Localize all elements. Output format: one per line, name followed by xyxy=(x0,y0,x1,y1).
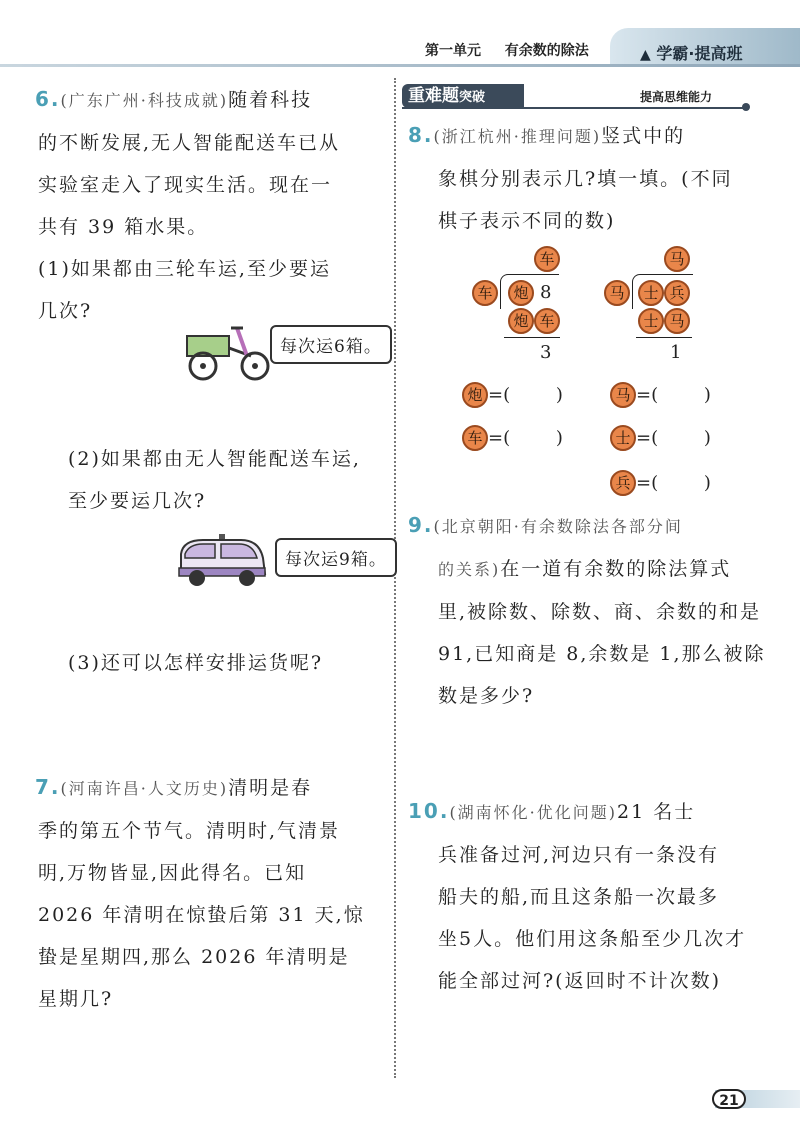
remainder: 1 xyxy=(670,342,682,363)
section-rule-dot xyxy=(742,103,750,111)
chess-piece-product-2: 车 xyxy=(534,308,560,334)
chess-piece-product-1: 炮 xyxy=(508,308,534,334)
speech-bubble-car: 每次运9箱。 xyxy=(275,538,397,577)
section-subtitle: 提高思维能力 xyxy=(640,90,713,104)
question-9: 9.(北京朝阳·有余数除法各部分间 的关系)在一道有余数的除法算式 里,被除数、除数、商、余数的和是 91,已知商是 8,余数是 1,那么被除 数是多少? xyxy=(408,513,766,707)
brand-label: ▲ 学霸·提高班 xyxy=(640,44,743,63)
section-rule xyxy=(402,107,747,109)
question-6: 6.(广东广州·科技成就)随着科技 的不断发展,无人智能配送车已从 实验室走入了现实生活。现在一 共有 39 箱水果。 (1)如果都由三轮车运,至少要运 几次? xyxy=(35,87,341,322)
dividend-digit: 8 xyxy=(540,282,552,303)
page-number: 21 xyxy=(712,1089,746,1109)
subtraction-line xyxy=(636,337,692,338)
question-10: 10.(湖南怀化·优化问题)21 名士 兵准备过河,河边只有一条没有 船夫的船,而且这条船一次最多 坐5人。他们用这条船至少几次才 能全部过河?(返回时不计次数) xyxy=(408,799,747,992)
answer-blank-che[interactable]: 车 =( ) xyxy=(462,425,563,451)
topic-label: 有余数的除法 xyxy=(504,43,589,59)
chess-piece-quotient: 车 xyxy=(534,246,560,272)
answer-blank-ma[interactable]: 马 =( ) xyxy=(610,382,711,408)
chess-piece-dividend: 炮 xyxy=(508,280,534,306)
question-7: 7.(河南许昌·人文历史)清明是春 季的第五个节气。清明时,气清景 明,万物皆显,因此得名。已知 2026 年清明在惊蛰后第 31 天,惊 蛰是星期四,那么 2026 年清明是 星期几? xyxy=(35,775,365,1010)
graduation-cap-icon: ▲ xyxy=(640,47,651,63)
chess-piece-divisor: 马 xyxy=(604,280,630,306)
column-divider xyxy=(394,78,396,1078)
question-number: 8. xyxy=(408,123,434,147)
chess-piece: 马 xyxy=(610,382,636,408)
chess-piece: 士 xyxy=(610,425,636,451)
answer-blank-bing[interactable]: 兵 =( ) xyxy=(610,470,711,496)
header-rule xyxy=(0,64,800,67)
chess-piece-dividend-1: 士 xyxy=(638,280,664,306)
question-source: (河南许昌·人文历史) xyxy=(60,779,229,798)
chess-piece-dividend-2: 兵 xyxy=(664,280,690,306)
chess-piece-product-1: 士 xyxy=(638,308,664,334)
header-unit xyxy=(425,40,589,60)
question-number: 7. xyxy=(35,775,61,799)
subtraction-line xyxy=(504,337,560,338)
long-division-2 xyxy=(602,246,702,366)
chess-piece: 炮 xyxy=(462,382,488,408)
question-source: (浙江杭州·推理问题) xyxy=(433,127,602,146)
chess-piece-divisor: 车 xyxy=(472,280,498,306)
question-source: (湖南怀化·优化问题) xyxy=(449,803,618,822)
long-division-1 xyxy=(468,246,568,366)
section-badge: 重难题突破 xyxy=(402,84,524,108)
tricycle-illustration xyxy=(185,318,275,384)
unit-label: 第一单元 xyxy=(425,43,481,59)
question-number: 10. xyxy=(408,799,450,823)
delivery-car-illustration xyxy=(175,532,270,590)
question-source: (北京朝阳·有余数除法各部分间 xyxy=(433,517,683,536)
answer-blank-pao[interactable]: 炮 =( ) xyxy=(462,382,563,408)
answer-blank-shi[interactable]: 士 =( ) xyxy=(610,425,711,451)
chess-piece-product-2: 马 xyxy=(664,308,690,334)
question-number: 6. xyxy=(35,87,61,111)
remainder: 3 xyxy=(540,342,552,363)
chess-piece-quotient: 马 xyxy=(664,246,690,272)
question-number: 9. xyxy=(408,513,434,537)
question-8: 8.(浙江杭州·推理问题)竖式中的 象棋分别表示几?填一填。(不同 棋子表示不同的数) xyxy=(408,123,733,232)
question-source: (广东广州·科技成就) xyxy=(60,91,229,110)
chess-piece: 兵 xyxy=(610,470,636,496)
speech-bubble-tricycle: 每次运6箱。 xyxy=(270,325,392,364)
chess-piece: 车 xyxy=(462,425,488,451)
